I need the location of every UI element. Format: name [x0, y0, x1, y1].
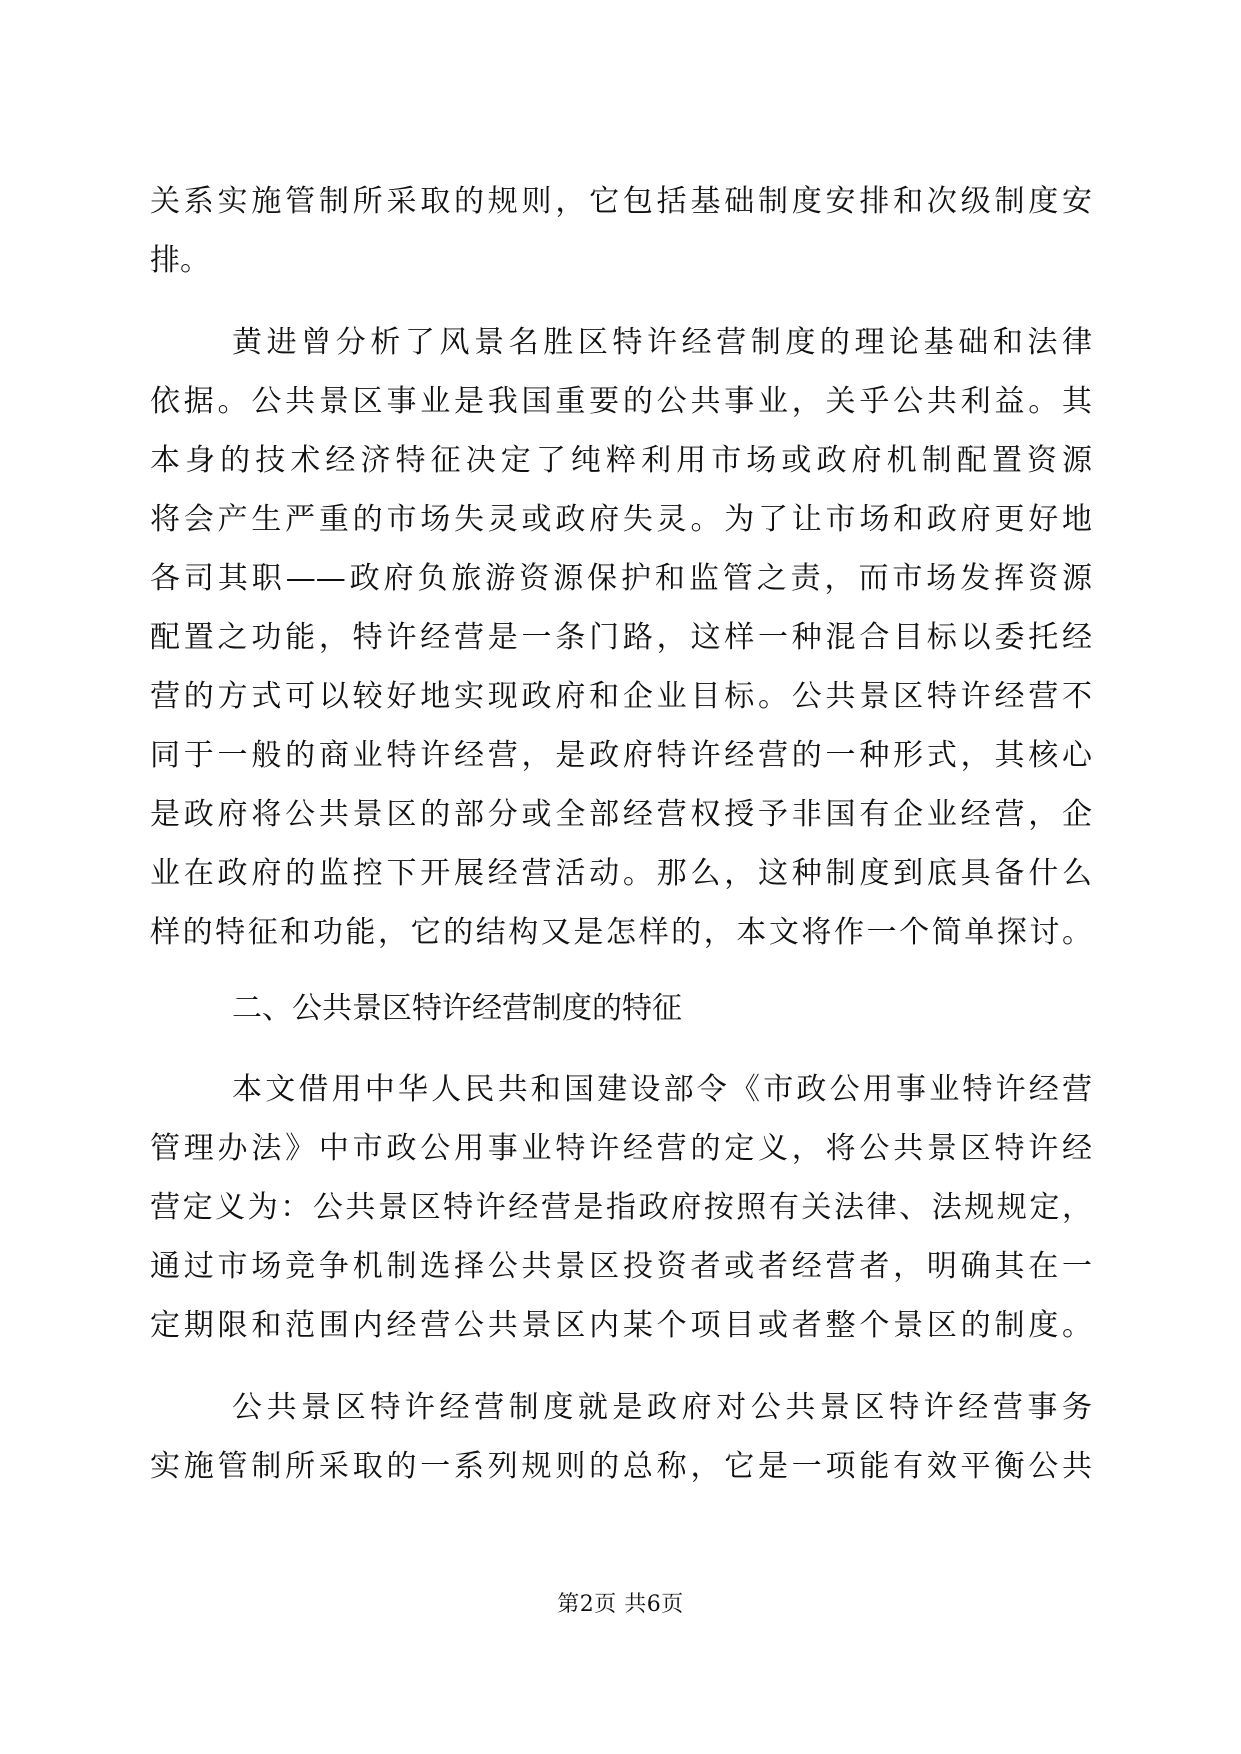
p2-line-1: 黄进曾分析了风景名胜区特许经营制度的理论基础和法律 — [232, 325, 1092, 360]
p2-line-3: 本身的技术经济特征决定了纯粹利用市场或政府机制配置资源 — [150, 443, 1092, 478]
p3-line-1: 本文借用中华人民共和国建设部令《市政公用事业特许经营 — [232, 1072, 1092, 1107]
p2-line-4: 将会产生严重的市场失灵或政府失灵。为了让市场和政府更好地 — [150, 502, 1092, 537]
p3-line-4: 通过市场竞争机制选择公共景区投资者或者经营者，明确其在一 — [150, 1249, 1092, 1284]
p2-line-2: 依据。公共景区事业是我国重要的公共事业，关乎公共利益。其 — [150, 384, 1092, 419]
p1-line-1: 关系实施管制所采取的规则，它包括基础制度安排和次级制度安 — [150, 184, 1092, 219]
p2-line-6: 配置之功能，特许经营是一条门路，这样一种混合目标以委托经 — [150, 620, 1092, 655]
p1-line-2: 排。 — [150, 243, 210, 278]
p2-line-9: 是政府将公共景区的部分或全部经营权授予非国有企业经营，企 — [150, 797, 1092, 832]
p2-line-11: 样的特征和功能，它的结构又是怎样的，本文将作一个简单探讨。 — [150, 915, 1092, 950]
p2-line-8: 同于一般的商业特许经营，是政府特许经营的一种形式，其核心 — [150, 738, 1092, 773]
p4-line-1: 公共景区特许经营制度就是政府对公共景区特许经营事务 — [232, 1390, 1092, 1425]
p2-line-10: 业在政府的监控下开展经营活动。那么，这种制度到底具备什么 — [150, 856, 1092, 891]
p3-line-3: 营定义为：公共景区特许经营是指政府按照有关法律、法规规定， — [150, 1190, 1092, 1225]
p3-line-5: 定期限和范围内经营公共景区内某个项目或者整个景区的制度。 — [150, 1308, 1092, 1343]
page-number-footer: 第2页 共6页 — [557, 1592, 684, 1617]
p3-line-2: 管理办法》中市政公用事业特许经营的定义，将公共景区特许经 — [150, 1131, 1092, 1166]
p4-line-2: 实施管制所采取的一系列规则的总称，它是一项能有效平衡公共 — [150, 1449, 1092, 1484]
p2-line-7: 营的方式可以较好地实现政府和企业目标。公共景区特许经营不 — [150, 679, 1092, 714]
p2-line-5: 各司其职——政府负旅游资源保护和监管之责，而市场发挥资源 — [150, 561, 1092, 596]
section-heading: 二、公共景区特许经营制度的特征 — [232, 991, 682, 1026]
